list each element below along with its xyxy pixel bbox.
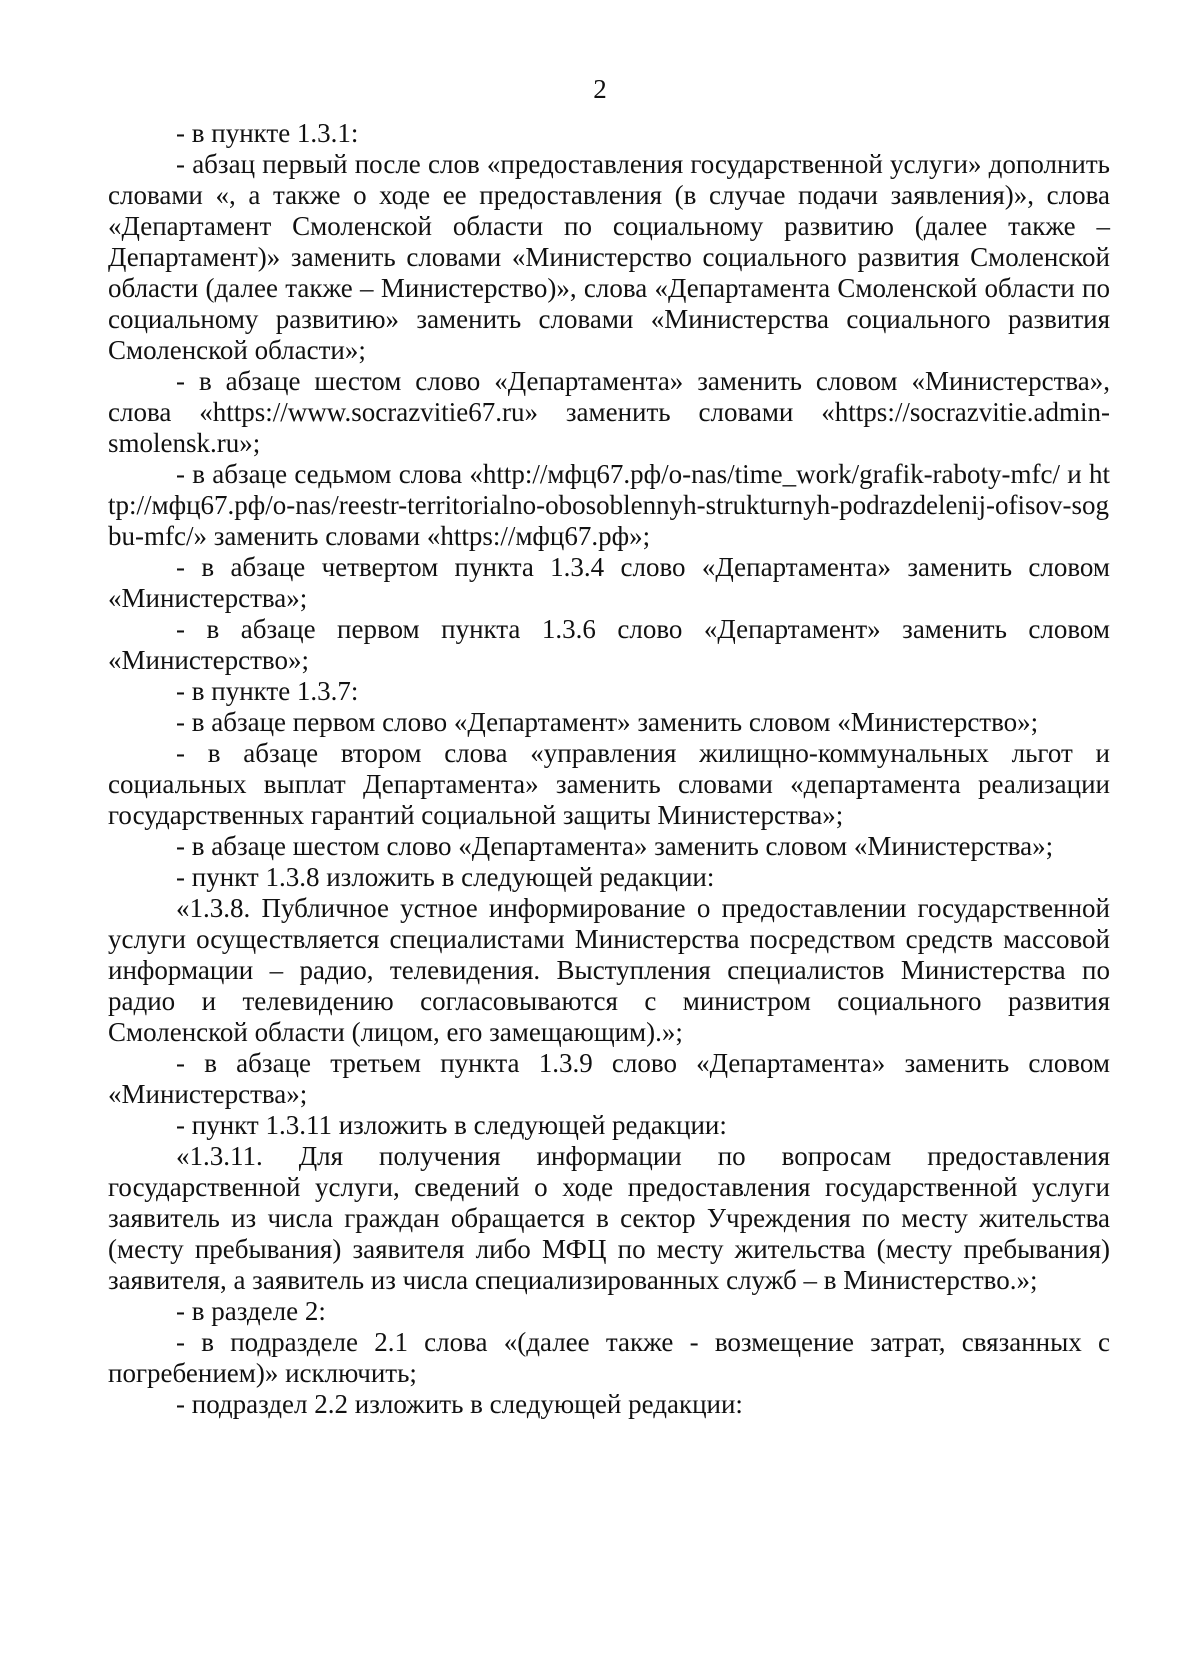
paragraph-abzac-pervyi: - абзац первый после слов «предоставления государственной услуги» дополнить словами «, а также о ходе ее предоставления (в случае подачи заявления)», слова «Департамент Смоленской области по социальному развитию (далее также – Департамент)» заменить словами «Министерство социального развития Смоленской области (далее также – Министерство)», слова «Департамента Смоленской области по социальному развитию» заменить словами «Министерства социального развития Смоленской области»; — [108, 149, 1110, 365]
paragraph-item-1-3-6: - в абзаце первом пункта 1.3.6 слово «Департамент» заменить словом «Министерство»; — [108, 614, 1110, 675]
paragraph-item-1-3-7-abzac-6: - в абзаце шестом слово «Департамента» заменить словом «Министерства»; — [176, 831, 1054, 861]
paragraph-item-1-3-4: - в абзаце четвертом пункта 1.3.4 слово «Департамента» заменить словом «Министерства»; — [108, 552, 1110, 613]
page-number: 2 — [593, 74, 607, 104]
paragraph-subsection-2-1: - в подразделе 2.1 слова «(далее также - возмещение затрат, связанных с погребением)» исключить; — [108, 1327, 1110, 1388]
paragraph-item-1-3-7-abzac-2: - в абзаце втором слова «управления жилищно-коммунальных льгот и социальных выплат Департамента» заменить словами «департамента реализации государственных гарантий социальной защиты Министерства»; — [108, 738, 1110, 830]
paragraph-section-2-heading: - в разделе 2: — [176, 1296, 326, 1326]
document-body — [108, 118, 1110, 1420]
paragraph-item-1-3-8-text: «1.3.8. Публичное устное информирование о предоставлении государственной услуги осуществляется специалистами Министерства посредством средств массовой информации – радио, телевидения. Выступления специалистов Министерства по радио и телевидению согласовываются с министром социального развития Смоленской области (лицом, его замещающим).»; — [108, 893, 1110, 1047]
paragraph-item-1-3-9: - в абзаце третьем пункта 1.3.9 слово «Департамента» заменить словом «Министерства»; — [108, 1048, 1110, 1109]
paragraph-abzac-shestoi: - в абзаце шестом слово «Департамента» заменить словом «Министерства», слова «https://www.socrazvitie67.ru» заменить словами «https://socrazvitie.admin-smolensk.ru»; — [108, 366, 1110, 458]
paragraph-item-1-3-1-heading: - в пункте 1.3.1: — [176, 118, 359, 148]
paragraph-subsection-2-2: - подраздел 2.2 изложить в следующей редакции: — [176, 1389, 743, 1419]
paragraph-item-1-3-7-heading: - в пункте 1.3.7: — [176, 676, 359, 706]
paragraph-item-1-3-8-heading: - пункт 1.3.8 изложить в следующей редакции: — [176, 862, 715, 892]
paragraph-abzac-sedmoi: - в абзаце седьмом слова «http://мфц67.рф/o-nas/time_work/grafik-raboty-mfc/ и http://мфц67.рф/o-nas/reestr-territorialno-obosoblennyh-strukturnyh-podrazdelenij-ofisov-sogbu-mfc/» заменить словами «https://мфц67.рф»; — [108, 459, 1110, 551]
paragraph-item-1-3-11-heading: - пункт 1.3.11 изложить в следующей редакции: — [176, 1110, 727, 1140]
paragraph-item-1-3-7-abzac-1: - в абзаце первом слово «Департамент» заменить словом «Министерство»; — [176, 707, 1039, 737]
paragraph-item-1-3-11-text: «1.3.11. Для получения информации по вопросам предоставления государственной услуги, сведений о ходе предоставления государственной услуги заявитель из числа граждан обращается в сектор Учреждения по месту жительства (месту пребывания) заявителя либо МФЦ по месту жительства (месту пребывания) заявителя, а заявитель из числа специализированных служб – в Министерство.»; — [108, 1141, 1110, 1295]
